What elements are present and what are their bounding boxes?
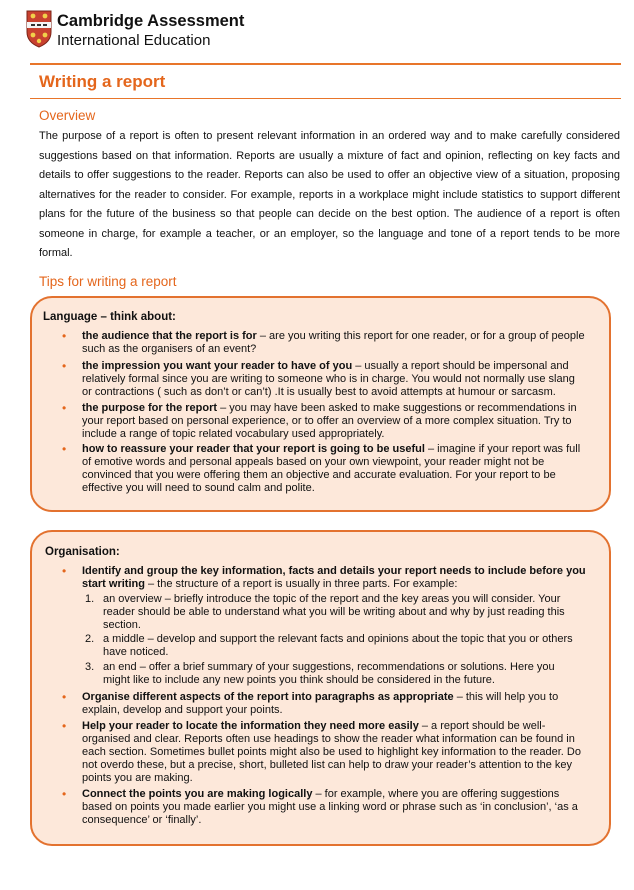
header-divider [30,63,621,65]
organisation-box-title: Organisation: [45,546,120,558]
page-title: Writing a report [39,72,166,91]
language-item: the impression you want your reader to have of you – usually a report should be impersonal and relatively formal since you are writing to someone who is in charge. You would not normally use slang or contractions ( such as don’t or can’t) .It is usually best to avoid attempts at humour or sarcasm. [82,360,575,398]
org-name-line2: International Education [57,32,211,49]
org-name-line1: Cambridge Assessment [57,12,245,30]
list-number: 3. [85,661,95,673]
language-item: how to reassure your reader that your report is going to be useful – imagine if your report was full of emotive words and personal appeals based on your own viewpoint, your reader might not be convinced that you were offering them an objective and accurate evaluation. For your report to be effective you will need to sound calm and polite. [82,443,581,494]
bullet-dot-icon: • [62,329,67,343]
bullet-dot-icon: • [62,690,67,704]
organisation-item: Help your reader to locate the information they need more easily – a report should be well-organised and clear. Reports often use headings to show the reader what information can be found in each section. Sometimes bullet points might also be used to highlight key information to the reader. Do not overdo these, but a precise, short, bulleted list can help to draw your reader’s attention to the key points you are making. [82,720,581,784]
numbered-item: an end – offer a brief summary of your suggestions, recommendations or solutions. Here you might like to include any new points you think should be considered in the future. [103,661,555,686]
bullet-dot-icon: • [62,719,67,733]
organisation-item: Connect the points you are making logically – for example, where you are offering suggestions based on points you made earlier you might use a linking word or phrase such as ‘in conclusion’, ‘as a consequence’ or ‘finally’. [82,788,578,826]
organisation-item: Identify and group the key information, facts and details your report needs to include before you start writing – the structure of a report is usually in three parts. For example: [82,565,586,590]
overview-heading: Overview [39,108,96,123]
numbered-item: an overview – briefly introduce the topic of the report and the key areas you will consider. Your reader should be able to understand what you will be writing about and why by just reading this section. [103,593,565,631]
bullet-dot-icon: • [62,564,67,578]
numbered-item: a middle – develop and support the relevant facts and opinions about the topic that you or others have noticed. [103,633,573,658]
language-item: the purpose for the report – you may have been asked to make suggestions or recommendations in your report based on personal experience, or to offer an overview of a more complex situation. Try to include a range of topic related vocabulary used appropriately. [82,402,577,440]
tips-heading: Tips for writing a report [39,274,177,289]
bullet-dot-icon: • [62,359,67,373]
cambridge-shield-logo-icon [26,10,52,48]
overview-paragraph: The purpose of a report is often to present relevant information in an ordered way and to make carefully considered suggestions based on that information. Reports are usually a mixture of fact and opinion, reflecting on key facts and details to offer suggestions to the reader. Reports can also be used to offer an objective view of a situation, proposing alternatives for the reader to consider. For example, reports in a workplace might include statistics to support different plans for the future of the business so that people can decide on the best option. The audience of a report is often someone in charge, for example a teacher, or an employer, so the language and tone of a report tends to be more formal. [39,130,620,259]
bullet-dot-icon: • [62,787,67,801]
bullet-dot-icon: • [62,442,67,456]
language-item: the audience that the report is for – are you writing this report for one reader, or for a group of people such as the organisers of an event? [82,330,585,355]
bullet-dot-icon: • [62,401,67,415]
title-divider [30,98,621,99]
list-number: 1. [85,593,95,605]
language-box-title: Language – think about: [43,311,176,323]
list-number: 2. [85,633,95,645]
organisation-item: Organise different aspects of the report into paragraphs as appropriate – this will help you to explain, develop and support your points. [82,691,559,716]
